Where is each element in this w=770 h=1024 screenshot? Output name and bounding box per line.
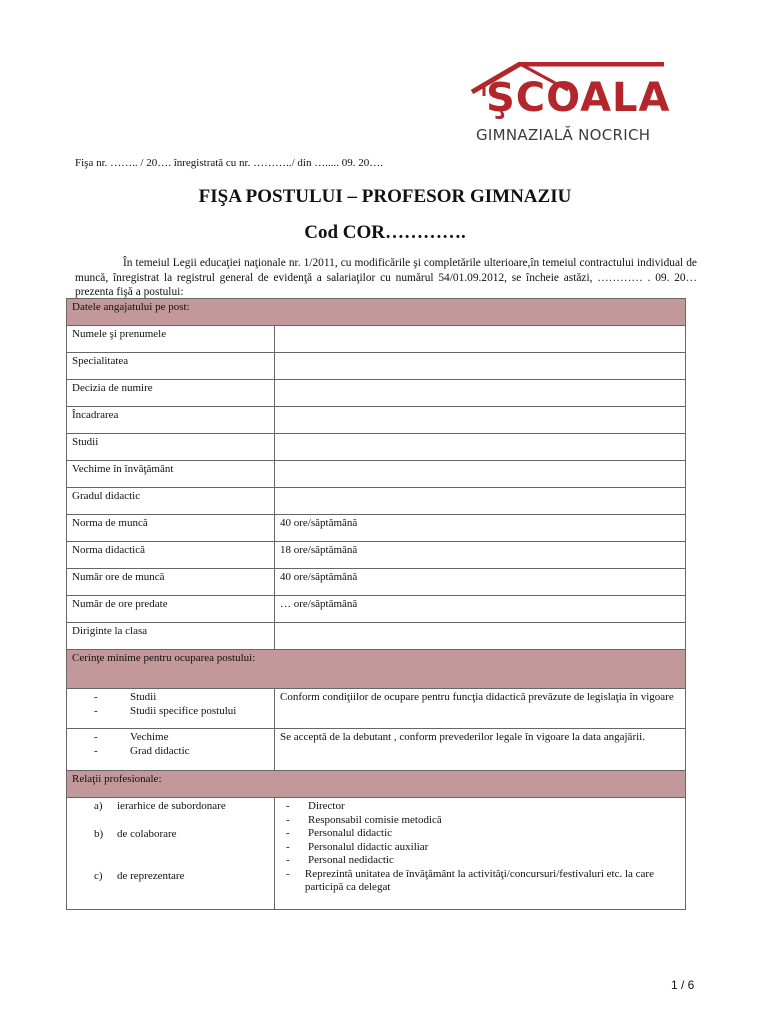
row-label: Specialitatea <box>67 353 275 380</box>
row-label: Diriginte la clasa <box>67 623 275 650</box>
row-value: 40 ore/săptămână <box>275 515 686 542</box>
cod-cor: Cod COR…………. <box>304 222 466 243</box>
page-number: 1 / 6 <box>671 978 695 992</box>
job-sheet-table <box>66 298 686 910</box>
section-header-employee: Datele angajatului pe post: <box>67 299 686 326</box>
list-item: - Responsabil comisie metodică <box>286 813 442 826</box>
row-value <box>275 434 686 461</box>
document-title: FIŞA POSTULUI – PROFESOR GIMNAZIU <box>198 186 572 207</box>
list-item: - Vechime <box>94 731 169 743</box>
row-label: Decizia de numire <box>67 380 275 407</box>
row-label: Număr ore de muncă <box>67 569 275 596</box>
row-value <box>275 461 686 488</box>
list-item: - Personalul didactic auxiliar <box>286 840 429 853</box>
relations-items <box>275 798 686 910</box>
row-label: Număr de ore predate <box>67 596 275 623</box>
requirement-text: Se acceptă de la debutant , conform prevederilor legale în vigoare la data angajării. <box>275 729 686 771</box>
logo-subtitle: GIMNAZIALĂ NOCRICH <box>476 126 651 144</box>
list-item: c) de reprezentare <box>94 870 185 882</box>
list-item: - Personal nedidactic <box>286 854 394 866</box>
list-item: - Personalul didactic <box>286 827 393 839</box>
logo-word: ŞCOALA <box>486 75 671 121</box>
row-value: 18 ore/săptămână <box>275 542 686 569</box>
row-value: 40 ore/săptămână <box>275 569 686 596</box>
requirement-text: Conform condiţiilor de ocupare pentru funcţia didactică prevăzute de legislaţia în vigoare <box>275 689 686 729</box>
row-value <box>275 380 686 407</box>
school-logo <box>468 62 671 152</box>
list-item: - Grad didactic <box>94 744 190 757</box>
row-label: Gradul didactic <box>67 488 275 515</box>
row-label: Vechime în învăţământ <box>67 461 275 488</box>
section-header-relations: Relaţii profesionale: <box>67 771 686 798</box>
section-header-requirements: Cerinţe minime pentru ocuparea postului: <box>67 650 686 689</box>
row-label: Norma de muncă <box>67 515 275 542</box>
row-value <box>275 353 686 380</box>
list-item: a) ierarhice de subordonare <box>94 800 226 812</box>
requirement-items <box>67 689 275 729</box>
registration-line: Fişa nr. …….. / 20…. înregistrată cu nr. ………../ din …..... 09. 20…. <box>75 157 383 169</box>
row-value <box>275 326 686 353</box>
row-value <box>275 488 686 515</box>
relations-labels <box>67 798 275 910</box>
list-item: b) de colaborare <box>94 828 177 840</box>
row-label: Încadrarea <box>67 407 275 434</box>
list-item: - Studii specifice postului <box>94 704 237 717</box>
requirement-items <box>67 729 275 771</box>
list-item: - Reprezintă unitatea de învăţământ la activităţi/concursuri/festivaluri etc. la care participă ca delegat <box>286 867 654 893</box>
row-label: Numele şi prenumele <box>67 326 275 353</box>
row-value: … ore/săptămână <box>275 596 686 623</box>
list-item: - Studii <box>94 691 157 703</box>
intro-paragraph: În temeiul Legii educaţiei naţionale nr. 1/2011, cu modificările şi completările ulterioare,în temeiul contractului individual de muncă, înregistrat la registrul general de evidenţă a salariaţilor cu numărul 54/01.09.2012, se încheie astăzi, ………… . 09. 20… prezenta fişă a postului: <box>75 257 697 298</box>
row-label: Studii <box>67 434 275 461</box>
list-item: - Director <box>286 800 345 812</box>
row-value <box>275 407 686 434</box>
row-label: Norma didactică <box>67 542 275 569</box>
row-value <box>275 623 686 650</box>
